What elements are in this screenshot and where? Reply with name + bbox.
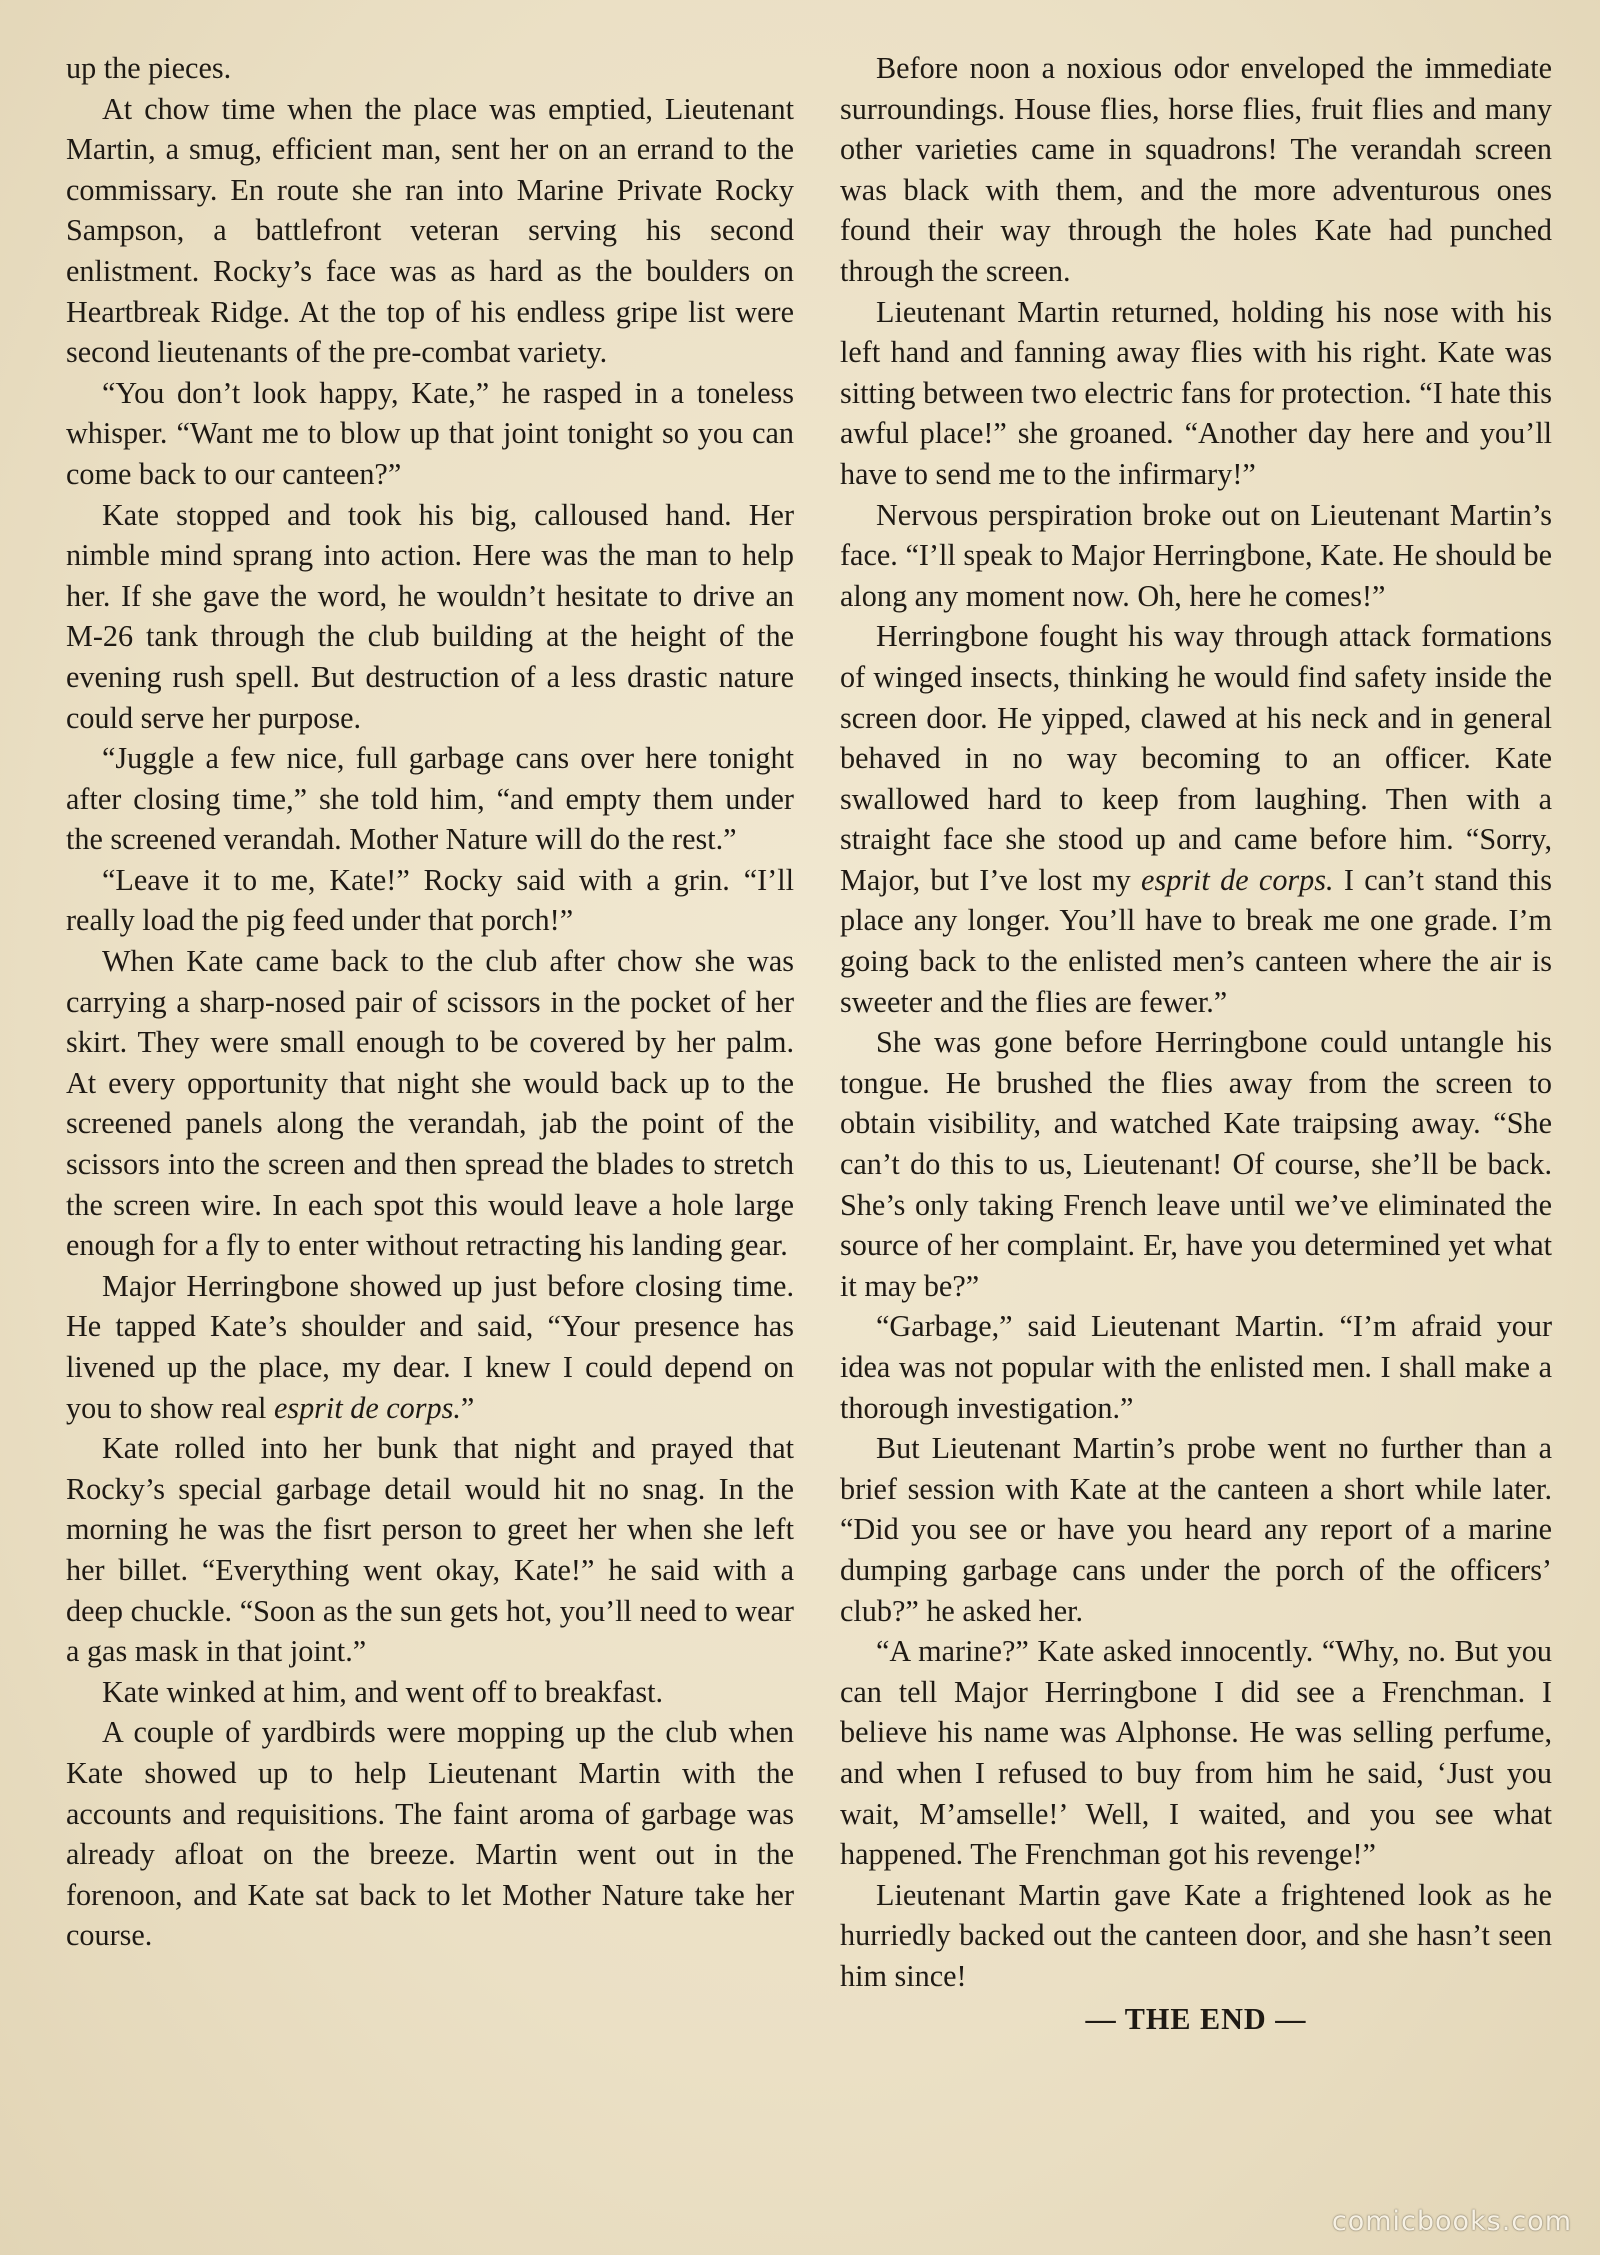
italic-phrase: esprit de corps. <box>1141 862 1334 897</box>
paragraph-text: ” <box>460 1390 475 1425</box>
the-end-marker: — THE END — <box>1085 2001 1307 2036</box>
text-column-right <box>840 48 1552 2039</box>
paragraph: Lieutenant Martin returned, holding his nose with his left hand and fanning away flies with his right. Kate was sitting between two electric fans for protection. “I hate this awful place!” she groaned. “Another day here and you’ll have to send me to the infirmary!” <box>840 294 1552 491</box>
paragraph: “Juggle a few nice, full garbage cans over here tonight after closing time,” she told him, “and empty them under the screened verandah. Mother Nature will do the rest.” <box>66 741 794 857</box>
paragraph: A couple of yardbirds were mopping up the club when Kate showed up to help Lieutenant Martin with the accounts and requisitions. The faint aroma of garbage was already afloat on the breeze. Martin went out in the forenoon, and Kate sat back to let Mother Nature take her course. <box>66 1715 794 1953</box>
paragraph-text: Major Herringbone showed up just before closing time. He tapped Kate’s shoulder and said, “Your presence has livened up the place, my dear. I knew I could depend on you to show real <box>66 1268 794 1425</box>
paragraph <box>840 616 1552 1022</box>
paragraph-text: Herringbone fought his way through attack formations of winged insects, thinking he would find safety inside the screen door. He yipped, clawed at his neck and in general behaved in no way becoming to an officer. Kate swallowed hard to keep from laughing. Then with a straight face she stood up and came before him. “Sorry, Major, but I’ve lost my <box>840 619 1552 897</box>
paragraph: Nervous perspiration broke out on Lieutenant Martin’s face. “I’ll speak to Major Herringbone, Kate. He should be along any moment now. Oh, here he comes!” <box>840 497 1552 613</box>
paragraph: “Leave it to me, Kate!” Rocky said with a grin. “I’ll really load the pig feed under that porch!” <box>66 862 794 938</box>
paragraph-text: I can’t stand this place any longer. You’ll have to break me one grade. I’m going back to the enlisted men’s canteen where the air is sweeter and the flies are fewer.” <box>840 862 1552 1019</box>
paragraph: Kate stopped and took his big, calloused hand. Her nimble mind sprang into action. Here was the man to help her. If she gave the word, he wouldn’t hesitate to drive an M-26 tank through the club building at the height of the evening rush spell. But destruction of a less drastic nature could serve her purpose. <box>66 497 794 735</box>
paragraph: When Kate came back to the club after chow she was carrying a sharp-nosed pair of scissors in the pocket of her skirt. They were small enough to be covered by her palm. At every opportunity that night she would back up to the screened panels along the verandah, jab the point of the scissors into the screen and then spread the blades to stretch the screen wire. In each spot this would leave a hole large enough for a fly to enter without retracting his landing gear. <box>66 944 794 1263</box>
paragraph: “Garbage,” said Lieutenant Martin. “I’m afraid your idea was not popular with the enlisted men. I shall make a thorough investigation.” <box>840 1309 1552 1425</box>
paragraph: Lieutenant Martin gave Kate a frightened look as he hurriedly backed out the canteen door, and she hasn’t seen him since! <box>840 1877 1552 1993</box>
paragraph: Kate winked at him, and went off to breakfast. <box>102 1674 664 1709</box>
paragraph: Kate rolled into her bunk that night and prayed that Rocky’s special garbage detail would hit no snag. In the morning he was the fisrt person to greet her when she left her billet. “Everything went okay, Kate!” he said with a deep chuckle. “Soon as the sun gets hot, you’ll need to wear a gas mask in that joint.” <box>66 1431 794 1669</box>
paragraph: She was gone before Herringbone could untangle his tongue. He brushed the flies away from the screen to obtain visibility, and watched Kate traipsing away. “She can’t do this to us, Lieutenant! Of course, she’ll be back. She’s only taking French leave until we’ve eliminated the source of her complaint. Er, have you determined yet what it may be?” <box>840 1025 1552 1303</box>
paragraph <box>66 1266 794 1428</box>
paragraph: “You don’t look happy, Kate,” he rasped in a toneless whisper. “Want me to blow up that joint tonight so you can come back to our canteen?” <box>66 375 794 491</box>
paragraph: Before noon a noxious odor enveloped the immediate surroundings. House flies, horse flies, fruit flies and many other varieties came in squadrons! The verandah screen was black with them, and the more adventurous ones found their way through the holes Kate had punched through the screen. <box>840 51 1552 288</box>
italic-phrase: esprit de corps. <box>273 1390 461 1425</box>
paragraph: But Lieutenant Martin’s probe went no further than a brief session with Kate at the canteen a short while later. “Did you see or have you heard any report of a marine dumping garbage cans under the porch of the officers’ club?” he asked her. <box>840 1431 1552 1628</box>
text-column-left <box>66 48 794 1956</box>
watermark: comicbooks.com <box>1331 2206 1572 2237</box>
paragraph: up the pieces. <box>66 51 232 85</box>
paragraph: “A marine?” Kate asked innocently. “Why, no. But you can tell Major Herringbone I did see a Frenchman. I believe his name was Alphonse. He was selling perfume, and when I refused to buy from him he said, ‘Just you wait, M’amselle!’ Well, I waited, and you see what happened. The Frenchman got his revenge!” <box>840 1634 1552 1872</box>
paragraph: At chow time when the place was emptied, Lieutenant Martin, a smug, efficient man, sent her on an errand to the commissary. En route she ran into Marine Private Rocky Sampson, a battlefront veteran serving his second enlistment. Rocky’s face was as hard as the boulders on Heartbreak Ridge. At the top of his endless gripe list were second lieutenants of the pre-combat variety. <box>66 91 794 370</box>
